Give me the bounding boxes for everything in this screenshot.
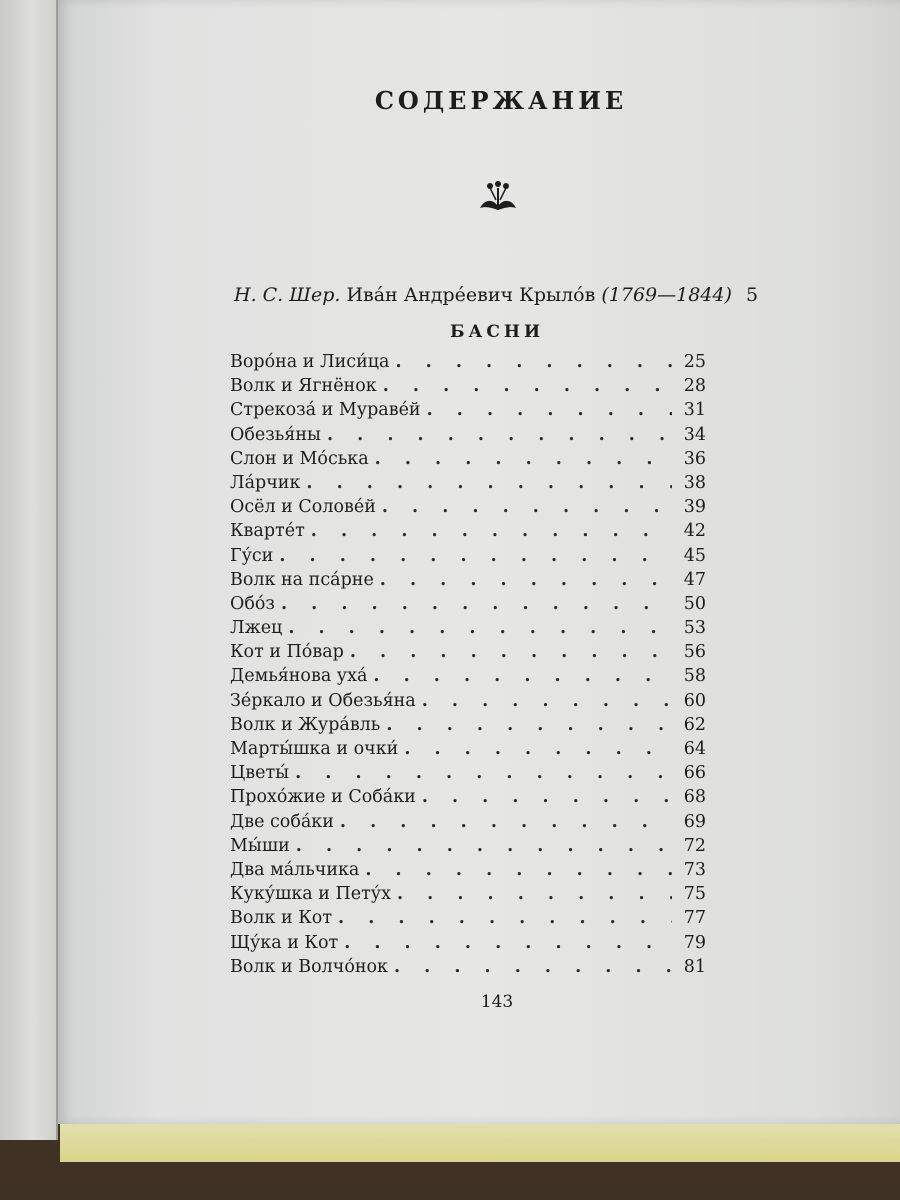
intro-entry [234, 284, 758, 306]
dot-leader [397, 884, 672, 904]
dot-leader [386, 715, 672, 735]
dot-leader [375, 449, 672, 469]
dot-leader [382, 497, 672, 517]
toc-entry-page: 39 [683, 497, 706, 518]
toc-entry-page: 45 [683, 545, 706, 566]
toc-entry-page: 69 [683, 811, 706, 832]
toc-entry-title: Осёл и Солове́й [230, 497, 376, 518]
toc-entry [230, 860, 706, 884]
dot-leader [427, 400, 672, 420]
toc-entry-title: Волк на пса́рне [230, 569, 374, 590]
toc-entry-title: Обо́з [230, 593, 275, 614]
toc-entry-page: 66 [683, 763, 706, 784]
dot-leader [340, 812, 672, 832]
dot-leader [422, 691, 672, 711]
toc-entry-title: Щу́ка и Кот [230, 932, 339, 953]
toc-entry-page: 34 [683, 424, 706, 445]
page-number: 143 [480, 992, 514, 1012]
toc-entry-title: Куку́шка и Пету́х [230, 884, 391, 905]
toc-entry-page: 68 [683, 787, 706, 808]
toc-entry-page: 25 [683, 352, 706, 372]
toc-entry [230, 618, 706, 642]
toc-entry-title: Волк и Жура́вль [230, 714, 381, 735]
toc-entry-title: Цветы́ [230, 763, 290, 784]
toc-entry-page: 60 [683, 690, 706, 711]
toc-entry [230, 957, 706, 981]
toc-entry-page: 31 [683, 400, 706, 421]
toc-entry-page: 79 [683, 932, 706, 953]
intro-years: (1769—1844) [601, 284, 732, 306]
dot-leader [281, 594, 672, 614]
toc-entry-title: Стрекоза́ и Мураве́й [230, 400, 421, 421]
toc-entry [230, 812, 706, 836]
toc-entry-page: 81 [683, 956, 706, 977]
dot-leader [350, 642, 672, 662]
dot-leader [311, 521, 672, 541]
toc-entry-title: Демья́нова уха́ [230, 666, 368, 687]
toc-entry [230, 425, 706, 449]
toc-entry-title: Кварте́т [230, 521, 305, 542]
toc-entry [230, 787, 706, 811]
toc-entry-page: 56 [683, 642, 706, 663]
dot-leader [296, 836, 672, 856]
toc-entry-page: 73 [683, 859, 706, 880]
toc-entry [230, 836, 706, 860]
toc-entry-title: Ла́рчик [230, 472, 301, 493]
intro-page: 5 [745, 284, 759, 306]
toc-entry-page: 77 [683, 908, 706, 929]
toc-entry-title: Прохо́жие и Соба́ки [230, 787, 416, 808]
flower-ornament-icon [478, 180, 518, 214]
toc-entry [230, 497, 706, 521]
toc-entry-title: Кот и По́вар [230, 642, 344, 663]
previous-page-edge [0, 0, 58, 1140]
toc-entry-title: Волк и Кот [230, 908, 333, 929]
toc-entry-page: 75 [683, 884, 706, 905]
dot-leader [344, 933, 672, 953]
dot-leader [338, 908, 672, 928]
toc-entry-title: Волк и Ягнёнок [230, 376, 377, 397]
toc-entry-page: 28 [683, 376, 706, 397]
dot-leader [395, 352, 672, 372]
dot-leader [288, 618, 672, 638]
toc-entry [230, 449, 706, 473]
book-cover-edge [60, 1122, 900, 1162]
toc-entry [230, 933, 706, 957]
toc-entry [230, 691, 706, 715]
toc-entry-page: 58 [683, 666, 706, 687]
toc-entry-page: 62 [683, 714, 706, 735]
toc-entry [230, 546, 706, 570]
table-of-contents [230, 352, 706, 981]
toc-entry [230, 908, 706, 932]
intro-subject: Ива́н Андре́евич Крыло́в [346, 284, 596, 306]
toc-entry-page: 64 [683, 739, 706, 759]
book-page [58, 0, 900, 1124]
page-heading: СОДЕРЖАНИЕ [374, 86, 628, 115]
toc-entry [230, 473, 706, 497]
dot-leader [373, 666, 672, 686]
toc-entry-page: 53 [683, 618, 706, 639]
toc-entry-title: Воро́на и Лиси́ца [230, 352, 390, 372]
toc-entry [230, 570, 706, 594]
dot-leader [422, 787, 672, 807]
toc-entry-title: Зе́ркало и Обезья́на [230, 690, 416, 711]
toc-entry-page: 38 [683, 472, 706, 493]
toc-entry-title: Волк и Волчо́нок [230, 956, 388, 977]
toc-entry [230, 739, 706, 763]
dot-leader [394, 957, 672, 977]
dot-leader [383, 376, 672, 396]
dot-leader [365, 860, 672, 880]
toc-entry-page: 72 [683, 835, 706, 856]
toc-entry-title: Два ма́льчика [230, 859, 360, 880]
toc-entry [230, 642, 706, 666]
toc-entry [230, 666, 706, 690]
dot-leader [295, 763, 672, 783]
toc-entry-title: Две соба́ки [230, 811, 334, 832]
dot-leader [279, 546, 672, 566]
dot-leader [327, 425, 672, 445]
toc-entry-title: Марты́шка и очки́ [230, 739, 399, 759]
toc-entry-title: Обезья́ны [230, 424, 321, 445]
toc-entry-title: Гу́си [230, 545, 274, 566]
intro-author: Н. С. Шер. [234, 284, 341, 306]
toc-entry-page: 36 [683, 448, 706, 469]
dot-leader [306, 473, 672, 493]
toc-entry [230, 376, 706, 400]
dot-leader [404, 739, 672, 759]
toc-entry-page: 50 [683, 593, 706, 614]
toc-entry-page: 47 [683, 569, 706, 590]
toc-entry [230, 400, 706, 424]
toc-entry-title: Лжец [230, 618, 283, 639]
toc-entry [230, 763, 706, 787]
toc-entry [230, 884, 706, 908]
dot-leader [380, 570, 672, 590]
toc-entry [230, 352, 706, 376]
toc-entry-title: Слон и Мо́ська [230, 448, 369, 469]
toc-entry [230, 715, 706, 739]
toc-entry [230, 521, 706, 545]
toc-entry-page: 42 [683, 521, 706, 542]
toc-entry-title: Мы́ши [230, 835, 290, 856]
toc-entry [230, 594, 706, 618]
section-title: БАСНИ [449, 322, 545, 342]
